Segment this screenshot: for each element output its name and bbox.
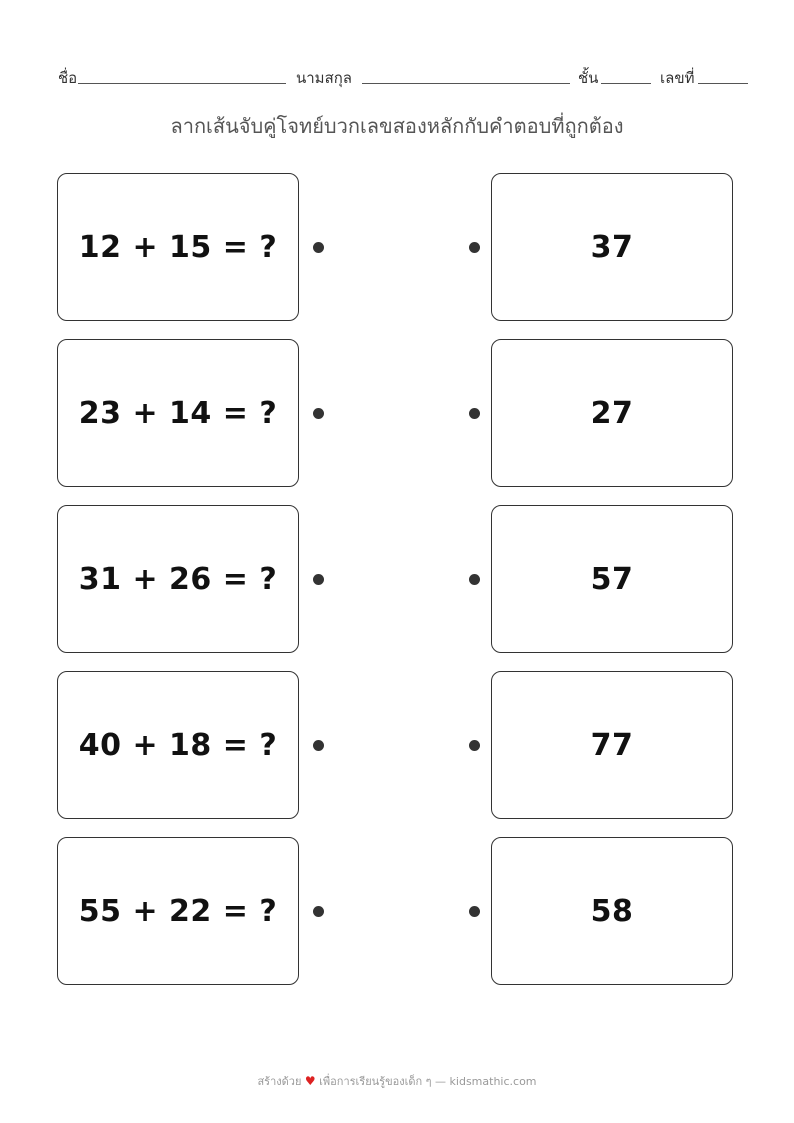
answer-connector-dot[interactable] <box>469 242 480 253</box>
answer-card <box>491 671 733 819</box>
question-card <box>57 671 299 819</box>
question-text: 23 + 14 = ? <box>78 395 278 431</box>
question-text: 12 + 15 = ? <box>78 229 278 265</box>
question-card <box>57 339 299 487</box>
heart-icon: ♥ <box>304 1074 316 1088</box>
answer-text: 27 <box>590 395 634 431</box>
question-card <box>57 505 299 653</box>
question-text: 55 + 22 = ? <box>78 893 278 929</box>
question-connector-dot[interactable] <box>313 740 324 751</box>
question-connector-dot[interactable] <box>313 574 324 585</box>
answer-connector-dot[interactable] <box>469 740 480 751</box>
student-info-header <box>58 66 748 88</box>
answer-connector-dot[interactable] <box>469 408 480 419</box>
answer-text: 37 <box>590 229 634 265</box>
answer-card <box>491 505 733 653</box>
answer-card <box>491 339 733 487</box>
question-card <box>57 837 299 985</box>
answer-connector-dot[interactable] <box>469 906 480 917</box>
question-connector-dot[interactable] <box>313 906 324 917</box>
footer-prefix: สร้างด้วย <box>257 1075 302 1088</box>
answer-text: 58 <box>590 893 634 929</box>
name-line[interactable] <box>78 83 286 84</box>
number-label: เลขที่ <box>660 69 695 87</box>
surname-label: นามสกุล <box>296 69 352 87</box>
question-text: 40 + 18 = ? <box>78 727 278 763</box>
class-label: ชั้น <box>578 69 599 87</box>
class-line[interactable] <box>601 83 651 84</box>
answer-card <box>491 837 733 985</box>
answer-text: 77 <box>590 727 634 763</box>
question-connector-dot[interactable] <box>313 408 324 419</box>
question-card <box>57 173 299 321</box>
question-text: 31 + 26 = ? <box>78 561 278 597</box>
question-connector-dot[interactable] <box>313 242 324 253</box>
footer-suffix: เพื่อการเรียนรู้ของเด็ก ๆ — kidsmathic.com <box>319 1075 537 1088</box>
instruction-text: ลากเส้นจับคู่โจทย์บวกเลขสองหลักกับคำตอบที่ถูกต้อง <box>170 114 624 138</box>
answer-card <box>491 173 733 321</box>
number-line[interactable] <box>698 83 748 84</box>
answer-text: 57 <box>590 561 634 597</box>
surname-line[interactable] <box>362 83 570 84</box>
name-label: ชื่อ <box>58 69 78 87</box>
answer-connector-dot[interactable] <box>469 574 480 585</box>
footer <box>0 1072 794 1090</box>
